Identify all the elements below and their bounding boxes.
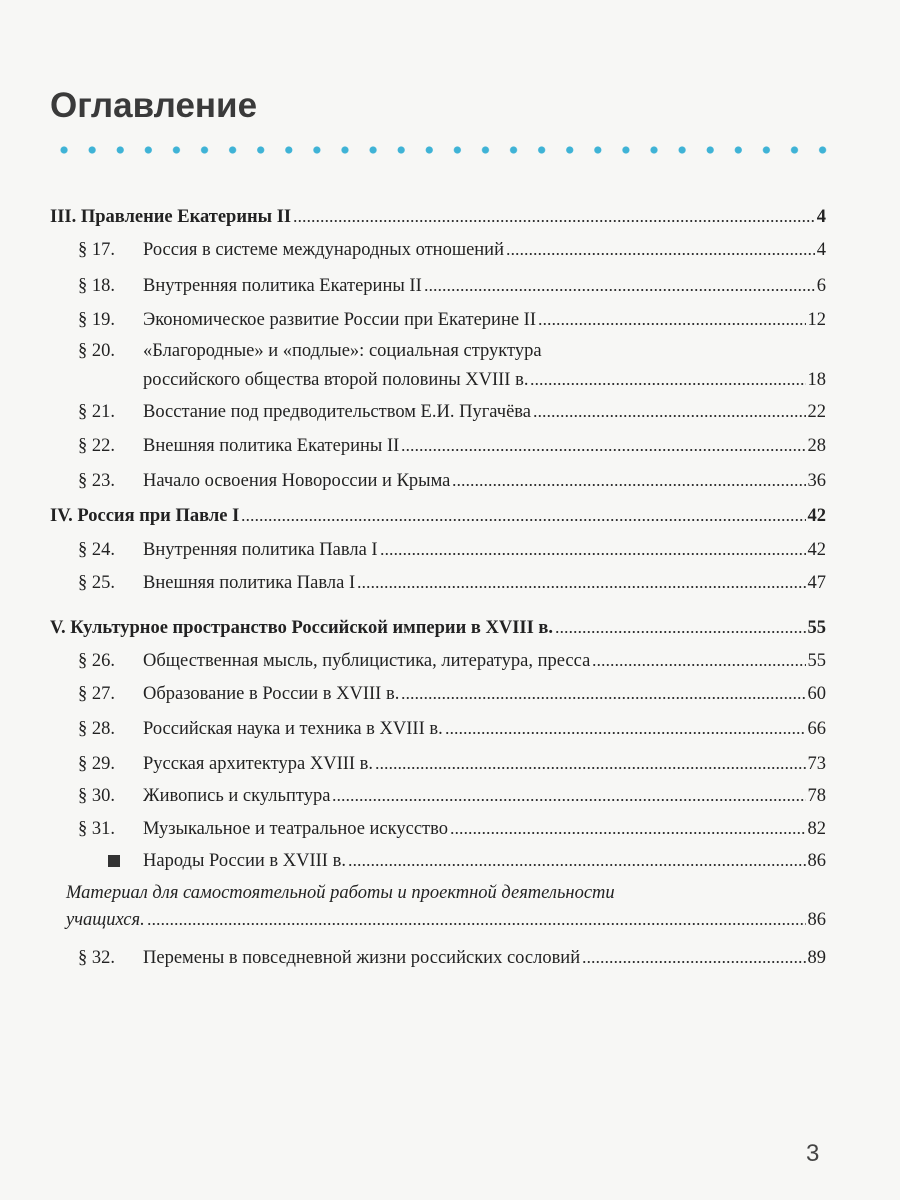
toc-num: § 20. (78, 341, 115, 361)
toc-item-25[interactable] (50, 572, 826, 594)
toc-label: Начало освоения Новороссии и Крыма (143, 471, 451, 491)
toc-chapter-4[interactable] (50, 505, 826, 527)
toc-label: IV. Россия при Павле I (50, 506, 240, 526)
toc-label: Внешняя политика Павла I (143, 573, 356, 593)
toc-chapter-5[interactable] (50, 617, 826, 639)
square-bullet-icon (108, 855, 120, 867)
toc-num: § 29. (78, 754, 115, 774)
dot-leader (293, 219, 815, 223)
dot-leader (452, 483, 805, 487)
toc-label: Материал для самостоятельной работы и проектной деятельности (66, 883, 615, 903)
toc-page: 42 (807, 540, 826, 560)
toc-page: 18 (807, 370, 826, 390)
toc-label: Русская архитектура XVIII в. (143, 754, 374, 774)
toc-page: 86 (807, 851, 826, 871)
dot-leader (348, 863, 806, 867)
toc-item-20-cont[interactable] (50, 369, 826, 391)
toc-num: § 24. (78, 540, 115, 560)
toc-label: «Благородные» и «подлые»: социальная структура (143, 341, 542, 361)
toc-page: 55 (807, 651, 826, 671)
dot-leader (357, 585, 805, 589)
toc-chapter-3[interactable] (50, 206, 826, 228)
toc-label: Экономическое развитие России при Екатерине II (143, 310, 536, 330)
toc-item-27[interactable] (50, 683, 826, 705)
toc-page: 12 (807, 310, 826, 330)
toc-page: 36 (807, 471, 826, 491)
toc-item-17[interactable] (50, 239, 826, 261)
toc-label: Внутренняя политика Павла I (143, 540, 378, 560)
toc-label: Народы России в XVIII в. (143, 851, 346, 871)
toc-item-21[interactable] (50, 401, 826, 423)
toc-item-32[interactable] (50, 947, 826, 969)
toc-page: 42 (807, 506, 826, 526)
toc-item-material-cont[interactable] (66, 909, 826, 931)
toc-page: 4 (816, 240, 826, 260)
dot-leader (380, 552, 806, 556)
toc-page: 22 (807, 402, 826, 422)
toc-num: § 25. (78, 573, 115, 593)
toc-label: V. Культурное пространство Российской империи в XVIII в. (50, 618, 554, 638)
toc-page: 60 (807, 684, 826, 704)
toc-num: § 21. (78, 402, 115, 422)
dot-leader (401, 448, 805, 452)
toc-num: § 30. (78, 786, 115, 806)
page-title: Оглавление (50, 86, 258, 125)
toc-item-31[interactable] (50, 818, 826, 840)
dot-leader (401, 696, 805, 700)
toc-item-30[interactable] (50, 785, 826, 807)
toc-item-29[interactable] (50, 753, 826, 775)
toc-page: 4 (816, 207, 826, 227)
toc-page: 6 (816, 276, 826, 296)
toc-item-26[interactable] (50, 650, 826, 672)
toc-label: учащихся. (66, 910, 145, 930)
toc-label: Живопись и скульптура (143, 786, 331, 806)
toc-num: § 27. (78, 684, 115, 704)
toc-item-material[interactable] (66, 882, 826, 904)
toc-label: Общественная мысль, публицистика, литература, пресса (143, 651, 591, 671)
dot-leader (592, 663, 805, 667)
toc-item-19[interactable] (50, 309, 826, 331)
toc-num: § 18. (78, 276, 115, 296)
toc-label: III. Правление Екатерины II (50, 207, 292, 227)
toc-page: 47 (807, 573, 826, 593)
toc-label: Образование в России в XVIII в. (143, 684, 400, 704)
toc-page: 89 (807, 948, 826, 968)
toc-label: российского общества второй половины XVIII в. (143, 370, 529, 390)
toc-item-24[interactable] (50, 539, 826, 561)
toc-label: Россия в системе международных отношений (143, 240, 504, 260)
dot-leader (147, 922, 806, 926)
toc-page: 55 (807, 618, 826, 638)
toc-page: 82 (807, 819, 826, 839)
toc-label: Внутренняя политика Екатерины II (143, 276, 422, 296)
dot-leader (375, 766, 805, 770)
toc-label: Перемены в повседневной жизни российских сословий (143, 948, 581, 968)
toc-num: § 17. (78, 240, 115, 260)
dot-leader (530, 382, 805, 386)
toc-label: Внешняя политика Екатерины II (143, 436, 400, 456)
toc-page: 78 (807, 786, 826, 806)
toc-page: 66 (807, 719, 826, 739)
toc-item-peoples[interactable] (50, 850, 826, 872)
dot-leader (538, 322, 806, 326)
toc-item-20[interactable] (50, 340, 826, 362)
dot-leader (445, 731, 806, 735)
dot-leader (506, 252, 815, 256)
dot-leader (533, 414, 806, 418)
page-number: 3 (806, 1140, 820, 1167)
dot-leader (450, 831, 806, 835)
toc-page: 86 (807, 910, 826, 930)
toc-page: 73 (807, 754, 826, 774)
toc-item-18[interactable] (50, 275, 826, 297)
toc-num: § 19. (78, 310, 115, 330)
dot-leader (555, 630, 805, 634)
dot-leader (241, 518, 805, 522)
toc-item-22[interactable] (50, 435, 826, 457)
toc-item-23[interactable] (50, 470, 826, 492)
toc-label: Музыкальное и театральное искусство (143, 819, 448, 839)
toc-page: 28 (807, 436, 826, 456)
toc-num: § 22. (78, 436, 115, 456)
toc-num: § 32. (78, 948, 115, 968)
toc-num: § 26. (78, 651, 115, 671)
dot-leader (424, 288, 815, 292)
dot-leader (332, 798, 805, 802)
toc-num: § 31. (78, 819, 115, 839)
dotted-divider (50, 143, 835, 157)
toc-num: § 23. (78, 471, 115, 491)
dot-leader (582, 960, 805, 964)
toc-num: § 28. (78, 719, 115, 739)
toc-label: Российская наука и техника в XVIII в. (143, 719, 443, 739)
toc-item-28[interactable] (50, 718, 826, 740)
toc-label: Восстание под предводительством Е.И. Пугачёва (143, 402, 531, 422)
